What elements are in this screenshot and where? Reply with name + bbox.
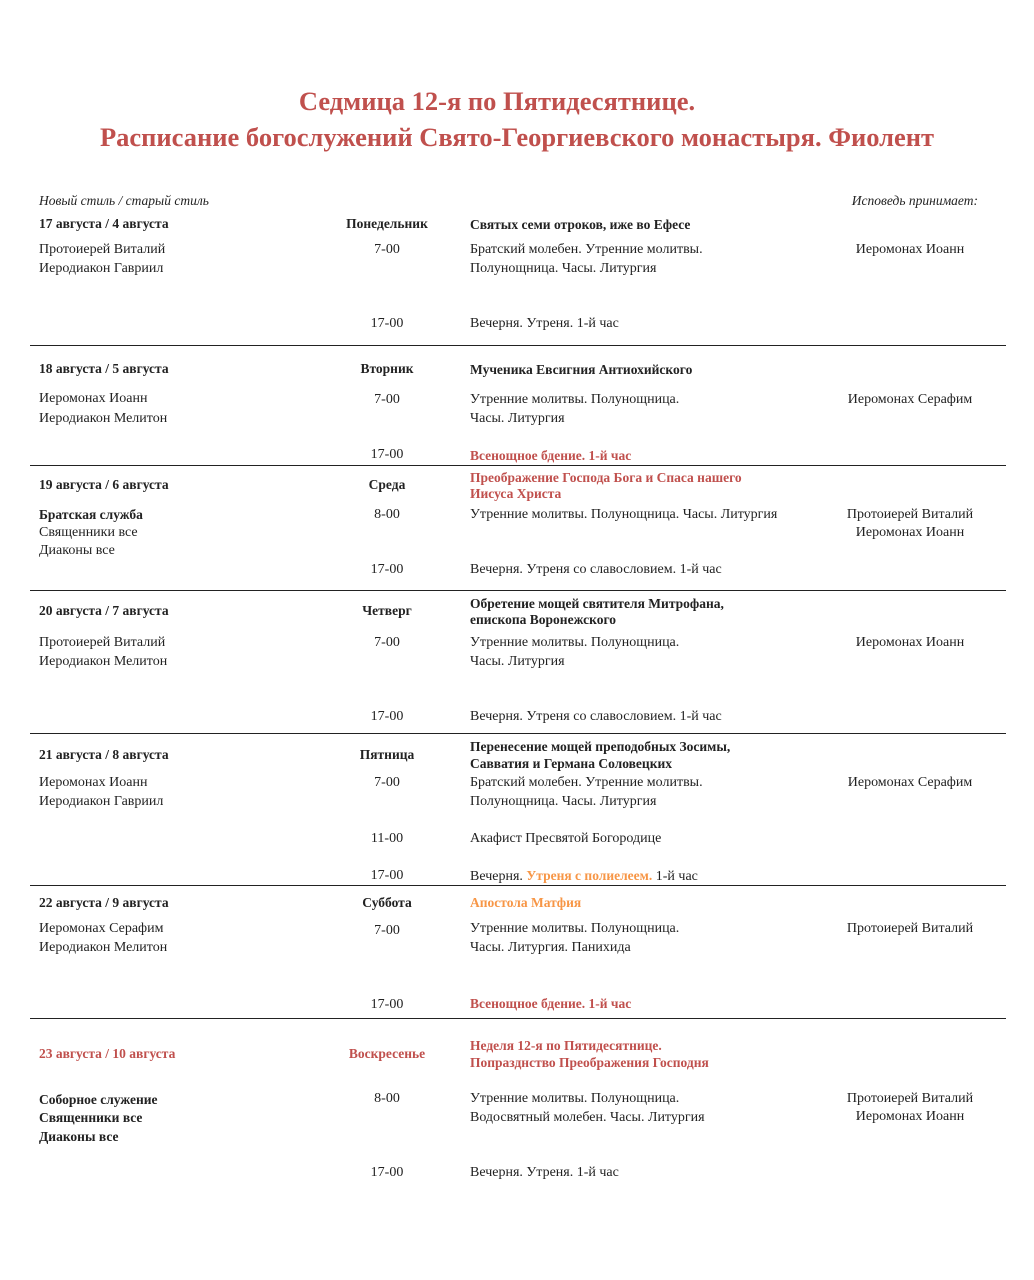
feast-title: Апостола Матфия <box>470 895 582 910</box>
day-weekday: Среда <box>368 477 406 492</box>
service-description: Часы. Литургия. Панихида <box>470 940 631 955</box>
day-date: 20 августа / 7 августа <box>39 603 169 618</box>
day-date: 19 августа / 6 августа <box>39 477 169 492</box>
service-part: 1-й час <box>655 869 698 884</box>
confessor-name: Протоиерей Виталий <box>846 507 974 522</box>
service-time: 7-00 <box>374 775 400 790</box>
day-divider <box>30 1018 1006 1019</box>
service-time: 17-00 <box>370 562 404 577</box>
service-time: 17-00 <box>370 709 404 724</box>
service-description: Утренние молитвы. Полунощница. Часы. Литургия <box>470 507 778 522</box>
service-description: Полунощница. Часы. Литургия <box>470 794 657 809</box>
service-description: Акафист Пресвятой Богородице <box>470 831 662 846</box>
confessor-name: Протоиерей Виталий <box>846 921 974 936</box>
service-description: Полунощница. Часы. Литургия <box>470 261 657 276</box>
clergy-name: Диаконы все <box>39 543 115 558</box>
day-date: 21 августа / 8 августа <box>39 747 169 762</box>
confessor-name: Иеромонах Иоанн <box>855 1109 965 1124</box>
feast-title: Иисуса Христа <box>470 486 562 501</box>
service-time: 17-00 <box>370 447 404 462</box>
confessor-name: Иеромонах Иоанн <box>855 525 965 540</box>
clergy-name: Иеродиакон Мелитон <box>39 654 168 669</box>
clergy-name: Протоиерей Виталий <box>39 242 166 257</box>
service-description: Вечерня. Утреня со славословием. 1-й час <box>470 709 722 724</box>
clergy-name: Братская служба <box>39 507 143 522</box>
day-divider <box>30 345 1006 346</box>
service-part: Вечерня. <box>470 869 523 884</box>
confession-header: Исповедь принимает: <box>851 193 978 208</box>
service-description: Вечерня. Утреня со славословием. 1-й час <box>470 562 722 577</box>
service-description: Утренние молитвы. Полунощница. <box>470 1091 680 1106</box>
day-date: 22 августа / 9 августа <box>39 895 169 910</box>
service-description: Вечерня. Утреня. 1-й час <box>470 1165 619 1180</box>
service-time: 11-00 <box>370 831 404 846</box>
day-weekday: Суббота <box>362 895 412 910</box>
service-description <box>470 867 698 887</box>
clergy-name: Иеромонах Серафим <box>39 921 164 936</box>
clergy-name: Иеродиакон Мелитон <box>39 940 168 955</box>
clergy-name: Священники все <box>39 525 138 540</box>
service-description: Всенощное бдение. 1-й час <box>470 996 632 1011</box>
day-weekday: Воскресенье <box>348 1046 426 1061</box>
feast-title: Обретение мощей святителя Митрофана, <box>470 596 724 611</box>
confessor-name: Иеромонах Серафим <box>847 392 973 407</box>
service-time: 17-00 <box>370 997 404 1012</box>
service-time: 17-00 <box>370 1165 404 1180</box>
service-time: 7-00 <box>374 392 400 407</box>
service-description: Утренние молитвы. Полунощница. <box>470 635 680 650</box>
feast-title: епископа Воронежского <box>470 612 617 627</box>
confessor-name: Иеромонах Иоанн <box>855 242 965 257</box>
feast-title: Попразднство Преображения Господня <box>470 1055 709 1070</box>
clergy-name: Иеромонах Иоанн <box>39 775 148 790</box>
service-description: Утренние молитвы. Полунощница. <box>470 921 680 936</box>
service-time: 17-00 <box>370 868 404 883</box>
day-weekday: Пятница <box>359 747 415 762</box>
service-description: Всенощное бдение. 1-й час <box>470 448 632 463</box>
clergy-name: Иеродиакон Мелитон <box>39 411 168 426</box>
feast-title: Святых семи отроков, иже во Ефесе <box>470 217 691 232</box>
day-date: 18 августа / 5 августа <box>39 361 169 376</box>
day-divider <box>30 885 1006 886</box>
feast-title: Перенесение мощей преподобных Зосимы, <box>470 739 731 754</box>
clergy-name: Соборное служение <box>39 1092 158 1107</box>
feast-title: Мученика Евсигния Антиохийского <box>470 362 693 377</box>
clergy-name: Иеромонах Иоанн <box>39 391 148 406</box>
confessor-name: Иеромонах Иоанн <box>855 635 965 650</box>
day-date: 17 августа / 4 августа <box>39 216 169 231</box>
clergy-name: Иеродиакон Гавриил <box>39 261 164 276</box>
day-divider <box>30 590 1006 591</box>
style-note: Новый стиль / старый стиль <box>39 193 209 208</box>
service-time: 8-00 <box>374 507 400 522</box>
clergy-name: Диаконы все <box>39 1129 119 1144</box>
day-divider <box>30 465 1006 466</box>
day-divider <box>30 733 1006 734</box>
service-description: Часы. Литургия <box>470 411 565 426</box>
confessor-name: Протоиерей Виталий <box>846 1091 974 1106</box>
service-description: Часы. Литургия <box>470 654 565 669</box>
feast-title: Савватия и Германа Соловецких <box>470 756 673 771</box>
service-time: 7-00 <box>374 242 400 257</box>
page-title-line-1: Седмица 12-я по Пятидесятнице. <box>298 86 696 116</box>
service-description: Братский молебен. Утренние молитвы. <box>470 242 703 257</box>
service-description: Братский молебен. Утренние молитвы. <box>470 775 703 790</box>
clergy-name: Иеродиакон Гавриил <box>39 794 164 809</box>
service-part-highlight: Утреня с полиелеем. <box>526 868 653 883</box>
day-weekday: Вторник <box>360 361 414 376</box>
page-title-line-2: Расписание богослужений Свято-Георгиевского монастыря. Фиолент <box>99 122 935 152</box>
service-description: Водосвятный молебен. Часы. Литургия <box>470 1110 705 1125</box>
feast-title: Преображение Господа Бога и Спаса нашего <box>470 470 742 485</box>
service-time: 17-00 <box>370 316 404 331</box>
service-description: Вечерня. Утреня. 1-й час <box>470 316 619 331</box>
day-weekday: Понедельник <box>346 216 428 231</box>
day-date: 23 августа / 10 августа <box>39 1046 176 1061</box>
clergy-name: Протоиерей Виталий <box>39 635 166 650</box>
day-weekday: Четверг <box>362 603 412 618</box>
feast-title: Неделя 12-я по Пятидесятнице. <box>470 1038 662 1053</box>
service-time: 8-00 <box>374 1091 400 1106</box>
service-time: 7-00 <box>374 635 400 650</box>
service-time: 7-00 <box>374 923 400 938</box>
confessor-name: Иеромонах Серафим <box>847 775 973 790</box>
clergy-name: Священники все <box>39 1110 143 1125</box>
service-description: Утренние молитвы. Полунощница. <box>470 392 680 407</box>
